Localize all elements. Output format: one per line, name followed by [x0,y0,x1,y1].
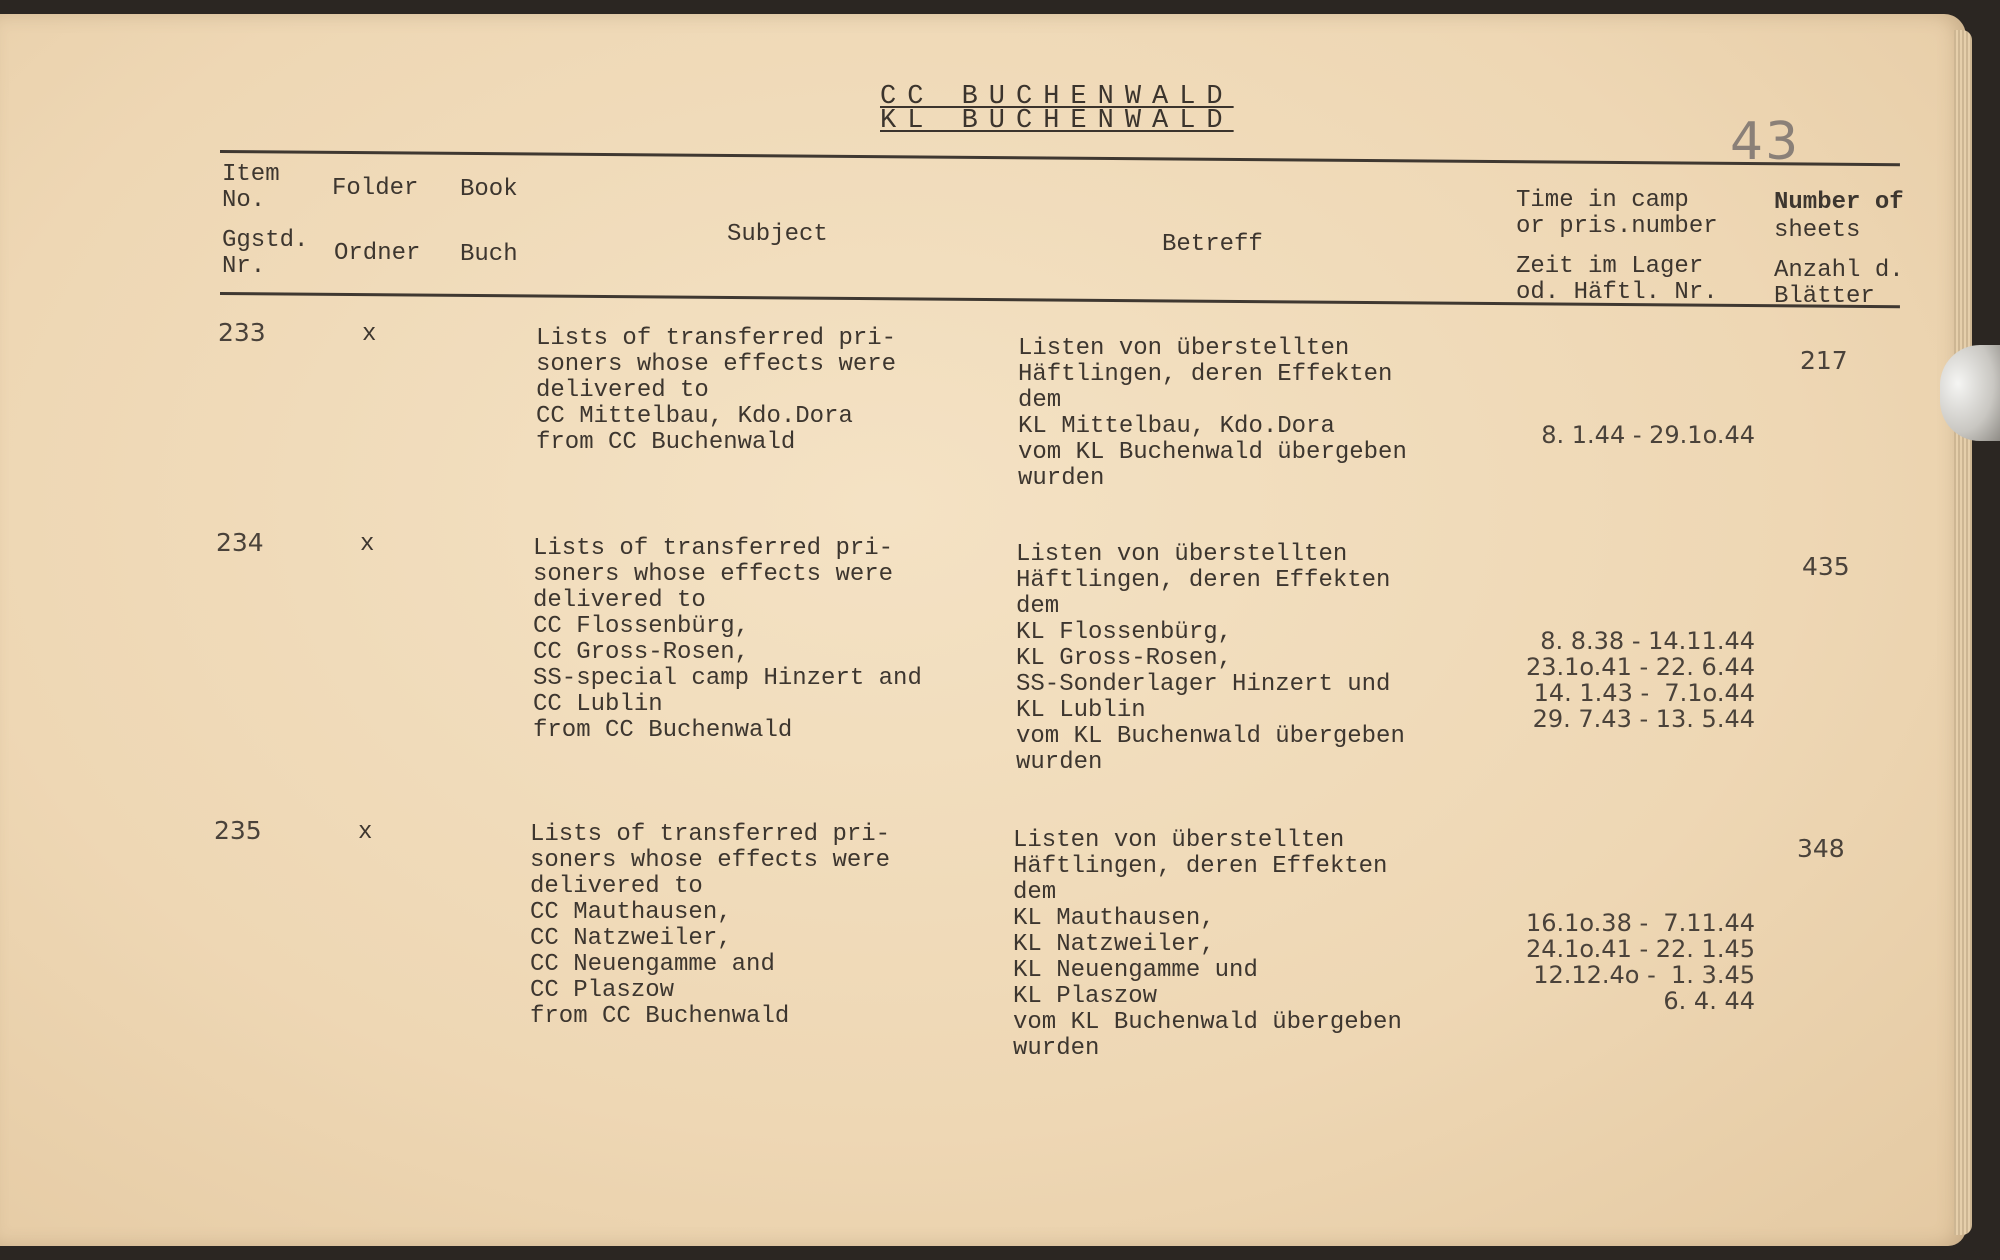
row-folder-mark: x [362,321,377,348]
row-subject: Lists of transferred pri- soners whose effects were delivered to CC Mittelbau, Kdo.Dora from CC Buchenwald [536,325,897,456]
row-subject: Lists of transferred pri- soners whose effects were delivered to CC Mauthausen, CC Natzweiler, CC Neuengamme and CC Plaszow from CC Buchenwald [530,821,891,1030]
header-betreff: Betreff [1162,231,1263,258]
row-subject: Lists of transferred pri- soners whose effects were delivered to CC Flossenbürg, CC Gross-Rosen, SS-special camp Hinzert and CC Lublin from CC Buchenwald [533,535,922,744]
title-en: CC BUCHENWALD [880,82,1234,112]
row-item-number: 234 [216,528,264,557]
page-edges [1954,30,1972,1235]
row-betreff: Listen von überstellten Häftlingen, deren Effekten dem KL Flossenbürg, KL Gross-Rosen, SS-Sonderlager Hinzert und KL Lublin vom KL Buchenwald übergeben wurden [1016,541,1405,776]
page-number: 43 [1730,112,1801,172]
binder-clip [1940,345,2000,441]
header-time-en: Time in camp or pris.number [1516,187,1718,240]
row-folder-mark: x [358,819,373,846]
title-de: KL BUCHENWALD [880,106,1234,136]
row-sheets: 435 [1802,552,1850,581]
header-sheets-en: Number of [1774,189,1904,216]
header-book-en: Book [460,176,518,203]
header-time-de: Zeit im Lager od. Häftl. Nr. [1516,253,1718,306]
header-book-de: Buch [460,241,518,268]
row-dates: 8. 1.44 - 29.1o.44 [1541,421,1755,449]
row-folder-mark: x [360,531,375,558]
header-folder-en: Folder [332,175,419,202]
row-sheets: 217 [1800,346,1848,375]
header-item-de: Ggstd. Nr. [222,227,309,280]
row-sheets: 348 [1797,834,1845,863]
row-betreff: Listen von überstellten Häftlingen, deren Effekten dem KL Mittelbau, Kdo.Dora vom KL Buchenwald übergeben wurden [1018,335,1407,492]
header-sheets-en-2: sheets [1774,217,1861,244]
header-sheets-de: Anzahl d. Blätter [1774,257,1904,310]
row-dates: 8. 8.38 - 14.11.44 23.1o.41 - 22. 6.44 14. 1.43 - 7.1o.44 29. 7.43 - 13. 5.44 [1525,627,1755,733]
header-item-en: Item No. [222,161,280,214]
row-dates: 16.1o.38 - 7.11.44 24.1o.41 - 22. 1.45 12.12.4o - 1. 3.45 6. 4. 44 [1525,909,1755,1015]
row-betreff: Listen von überstellten Häftlingen, deren Effekten dem KL Mauthausen, KL Natzweiler, KL Neuengamme und KL Plaszow vom KL Buchenwald übergeben wurden [1013,827,1402,1062]
header-subject: Subject [727,221,828,248]
row-item-number: 235 [214,816,262,845]
header-folder-de: Ordner [334,240,421,267]
row-item-number: 233 [218,318,266,347]
